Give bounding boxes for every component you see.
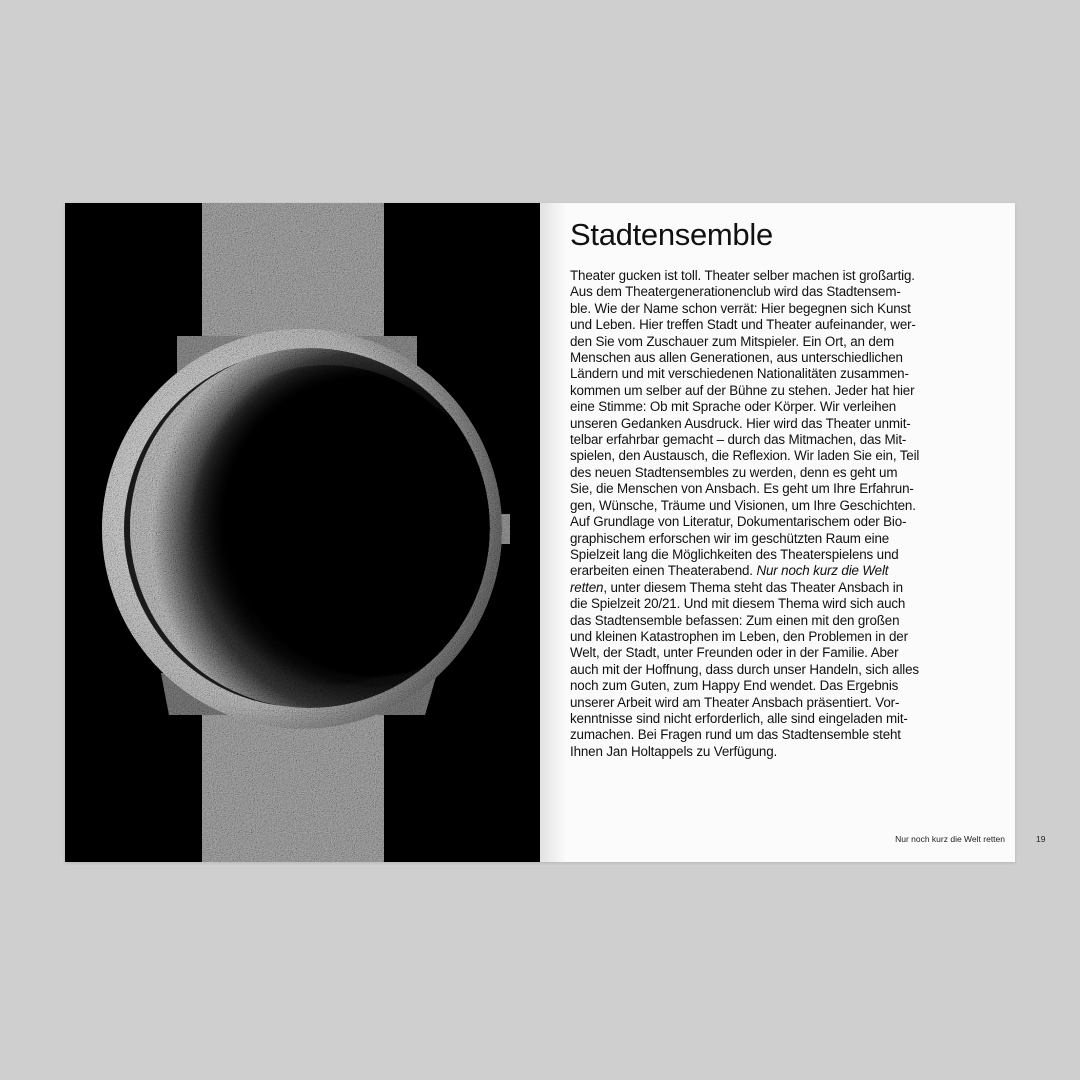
body-line: noch zum Guten, zum Happy End wendet. Das Ergebnis	[570, 678, 899, 694]
left-page	[65, 203, 540, 862]
body-line: Auf Grundlage von Literatur, Dokumentarischem oder Bio-	[570, 514, 907, 530]
running-title: Nur noch kurz die Welt retten	[895, 834, 1005, 844]
italic-phrase: Nur noch kurz die Welt	[756, 563, 889, 579]
body-line: ble. Wie der Name schon verrät: Hier begegnen sich Kunst	[570, 300, 911, 316]
body-line: Ländern und mit verschiedenen Nationalitäten zusammen-	[570, 366, 909, 382]
gutter-shadow	[540, 203, 566, 862]
body-line: kommen um selber auf der Bühne zu stehen. Jeder hat hier	[570, 382, 915, 398]
body-line: , unter diesem Thema steht das Theater Ansbach in	[603, 579, 903, 595]
body-line: die Spielzeit 20/21. Und mit diesem Thema wird sich auch	[570, 596, 906, 612]
body-line: Sie, die Menschen von Ansbach. Es geht um Ihre Erfahrun-	[570, 481, 914, 497]
body-line: gen, Wünsche, Träume und Visionen, um Ihre Geschichten.	[570, 497, 916, 513]
body-text	[570, 268, 930, 760]
body-line: auch mit der Hoffnung, dass durch unser Handeln, sich alles	[570, 661, 919, 677]
body-line: Spielzeit lang die Möglichkeiten des Theaterspielens und	[570, 546, 899, 562]
wristwatch-illustration	[65, 203, 540, 862]
body-line: kenntnisse sind nicht erforderlich, alle sind eingeladen mit-	[570, 710, 908, 726]
body-line: und kleinen Katastrophen im Leben, den Problemen in der	[570, 628, 908, 644]
body-line: erarbeiten einen Theaterabend.	[570, 563, 753, 579]
body-line: Welt, der Stadt, unter Freunden oder in der Familie. Aber	[570, 645, 899, 661]
body-line: Aus dem Theatergenerationenclub wird das Stadtensem-	[570, 284, 901, 300]
body-line: den Sie vom Zuschauer zum Mitspieler. Ein Ort, an dem	[570, 333, 894, 349]
body-line: und Leben. Hier treffen Stadt und Theater aufeinander, wer-	[570, 317, 916, 333]
page-title: Stadtensemble	[570, 217, 773, 252]
body-line: spielen, den Austausch, die Reflexion. Wir laden Sie ein, Teil	[570, 448, 920, 464]
body-line: telbar erfahrbar gemacht – durch das Mitmachen, das Mit-	[570, 432, 907, 448]
page-number: 19	[1036, 834, 1046, 844]
body-line: unserer Arbeit wird am Theater Ansbach präsentiert. Vor-	[570, 694, 900, 710]
body-line: des neuen Stadtensembles zu werden, denn es geht um	[570, 464, 898, 480]
body-line: Theater gucken ist toll. Theater selber machen ist großartig.	[570, 268, 915, 283]
body-line: graphischem erforschen wir im geschützten Raum eine	[570, 530, 890, 546]
body-line: Menschen aus allen Generationen, aus unterschiedlichen	[570, 350, 903, 366]
body-line: unseren Gedanken Ausdruck. Hier wird das Theater unmit-	[570, 415, 911, 431]
body-line: Ihnen Jan Holtappels zu Verfügung.	[570, 743, 778, 759]
body-line: zumachen. Bei Fragen rund um das Stadtensemble steht	[570, 727, 901, 743]
italic-phrase: retten	[570, 579, 604, 595]
body-line: eine Stimme: Ob mit Sprache oder Körper. Wir verleihen	[570, 399, 897, 415]
body-line: das Stadtensemble befassen: Zum einen mit den großen	[570, 612, 900, 628]
